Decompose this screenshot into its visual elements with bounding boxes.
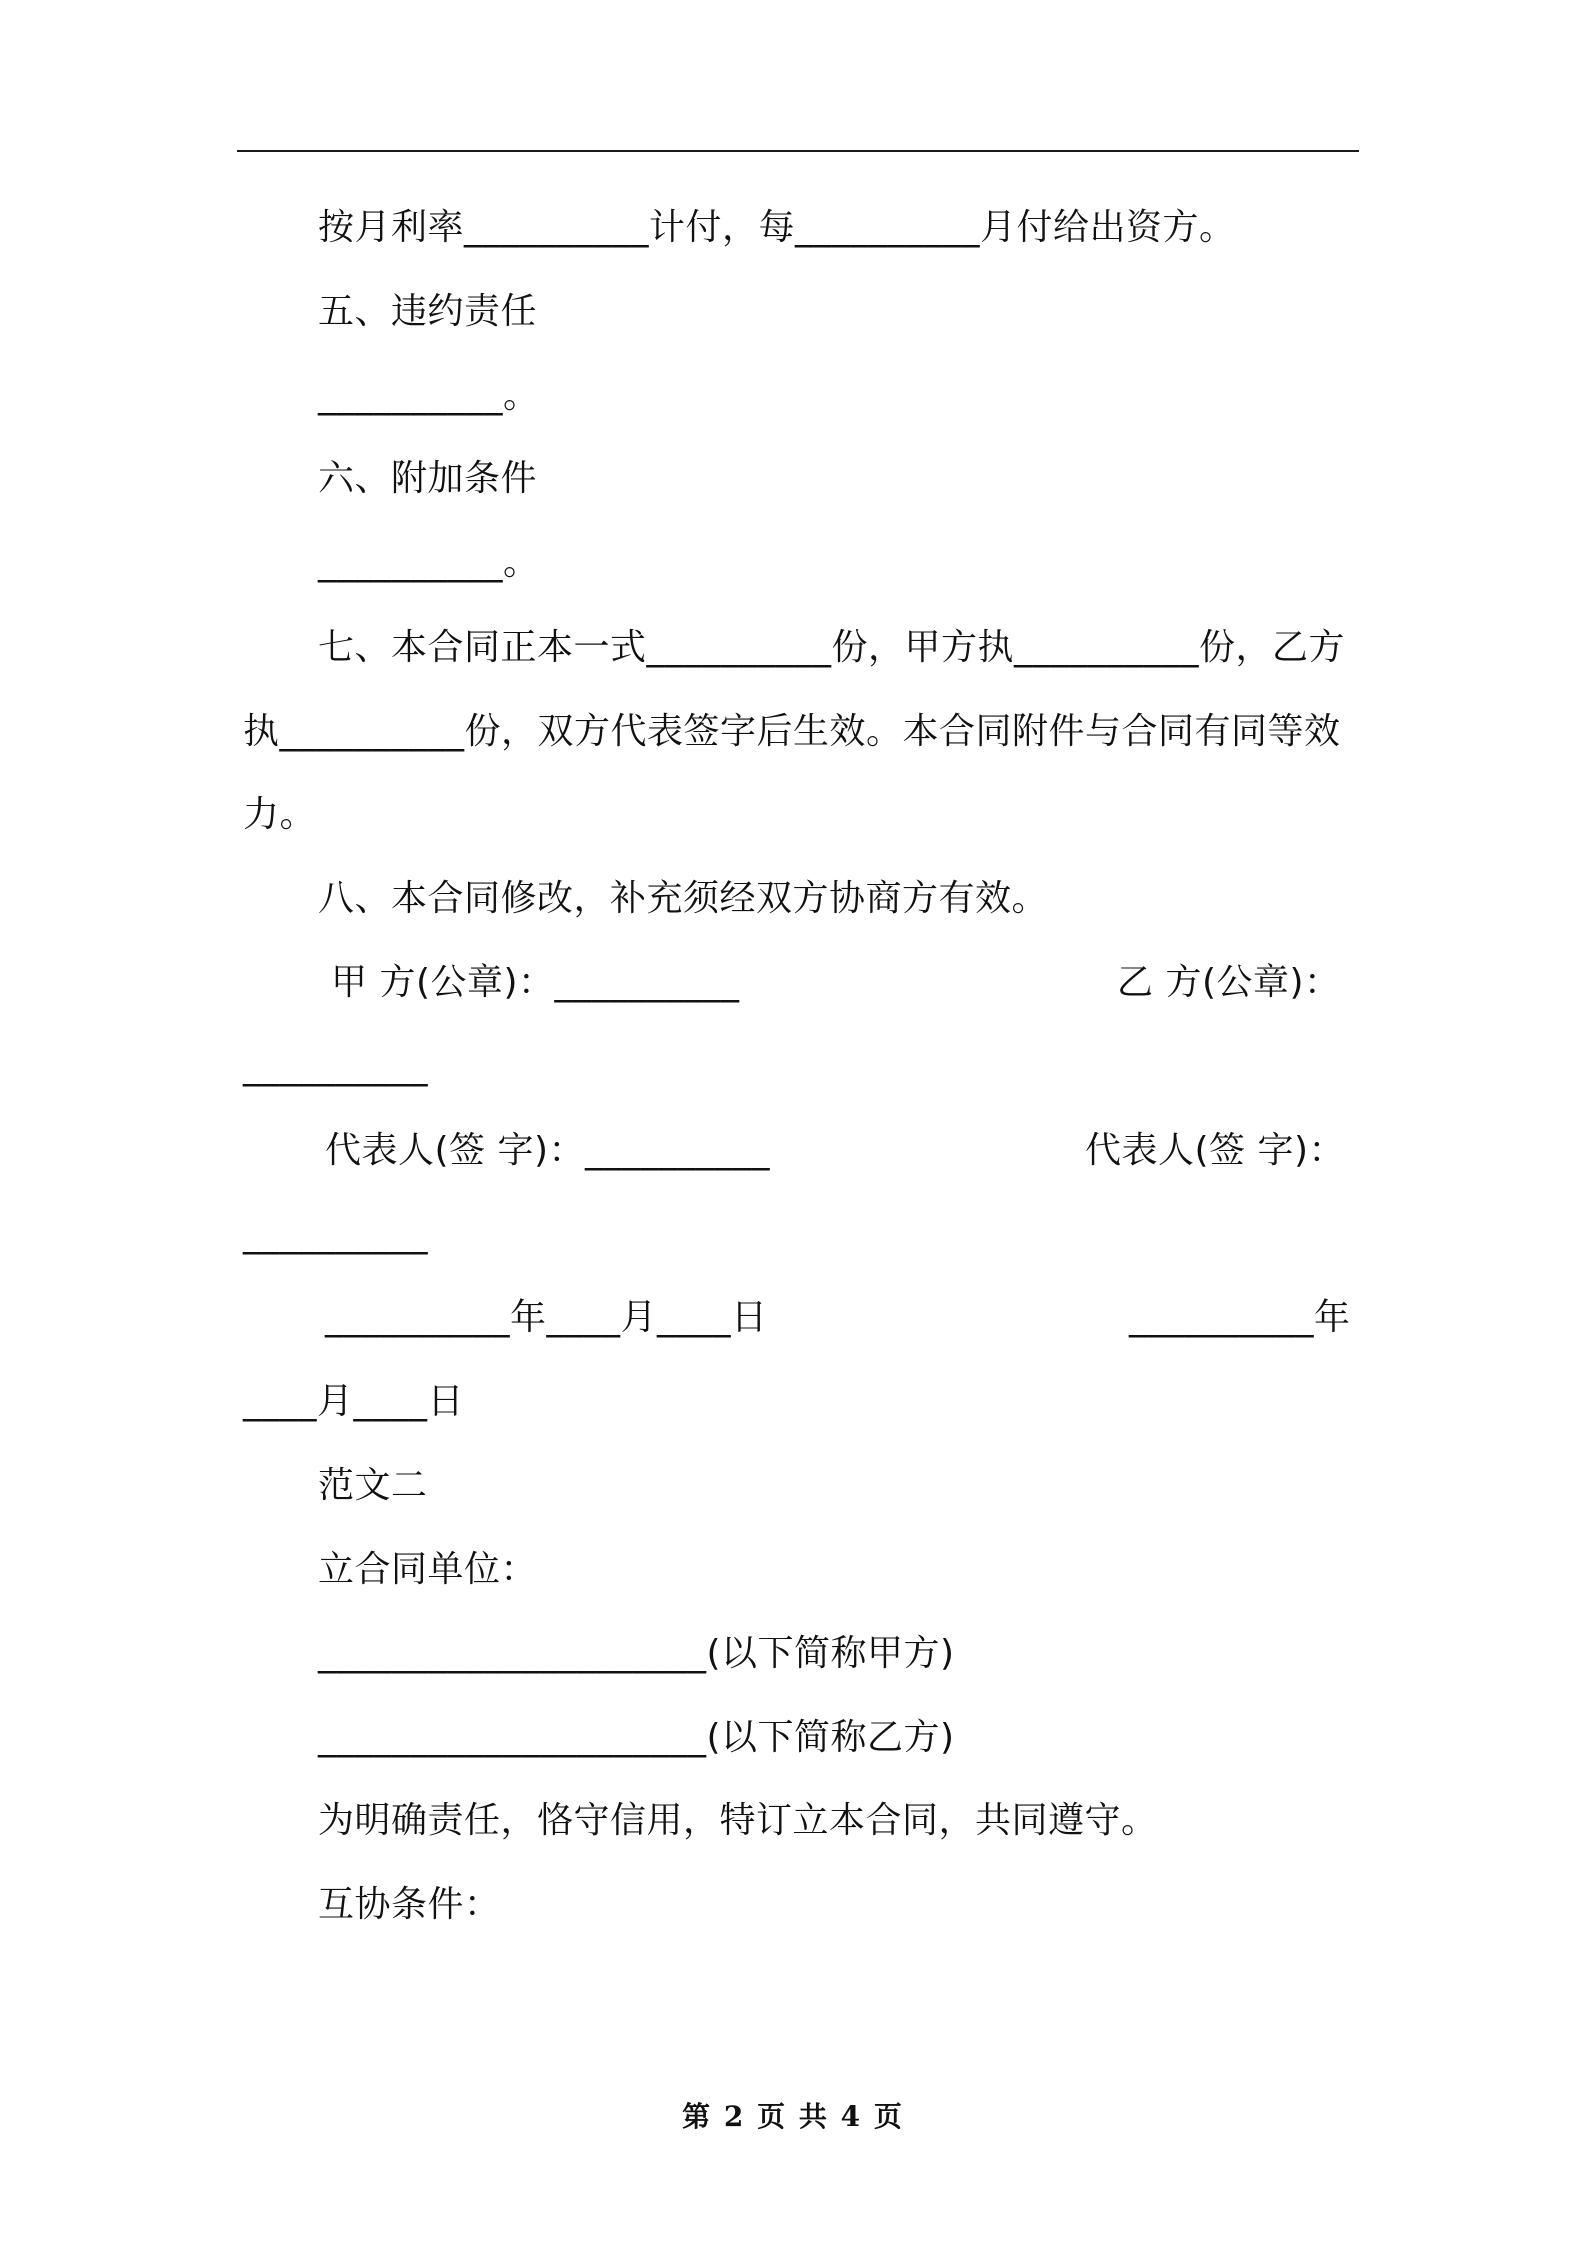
copies-clause-line-2: 执__________份，双方代表签字后生效。本合同附件与合同有同等效 <box>243 711 1341 752</box>
copies-clause-line-3: 力。 <box>243 794 317 835</box>
mutual-terms-heading: 互协条件： <box>318 1884 501 1925</box>
party-a-seal-label: 甲 方(公章)：__________ <box>331 962 740 1003</box>
party-b-date-year: __________年 <box>1129 1297 1351 1338</box>
party-b-date-month-day: ____月____日 <box>243 1381 465 1422</box>
copies-clause-line-1: 七、本合同正本一式__________份，甲方执__________份，乙方 <box>318 627 1346 668</box>
section-additional-terms-heading: 六、附加条件 <box>318 458 538 499</box>
purpose-statement: 为明确责任，恪守信用，特订立本合同，共同遵守。 <box>318 1800 1158 1841</box>
contracting-units-label: 立合同单位： <box>318 1549 538 1590</box>
header-rule <box>237 150 1359 152</box>
party-a-designation-line: _____________________(以下简称甲方) <box>318 1633 955 1674</box>
section-breach-heading: 五、违约责任 <box>318 291 538 332</box>
interest-rate-line: 按月利率__________计付，每__________月付给出资方。 <box>318 207 1236 248</box>
party-a-representative-label: 代表人(签 字)：__________ <box>325 1130 771 1171</box>
party-b-seal-blank: __________ <box>243 1046 428 1087</box>
sample-two-heading: 范文二 <box>318 1465 428 1506</box>
party-b-seal-label: 乙 方(公章)： <box>1117 962 1341 1003</box>
party-b-representative-label: 代表人(签 字)： <box>1085 1130 1346 1171</box>
party-b-representative-blank: __________ <box>243 1214 428 1255</box>
additional-terms-blank-line: __________。 <box>318 542 540 583</box>
party-a-date: __________年____月____日 <box>325 1297 768 1338</box>
breach-blank-line: __________。 <box>318 375 540 416</box>
amendment-clause: 八、本合同修改，补充须经双方协商方有效。 <box>318 878 1049 919</box>
party-b-designation-line: _____________________(以下简称乙方) <box>318 1717 955 1758</box>
page-number: 第 2 页 共 4 页 <box>682 2100 904 2133</box>
